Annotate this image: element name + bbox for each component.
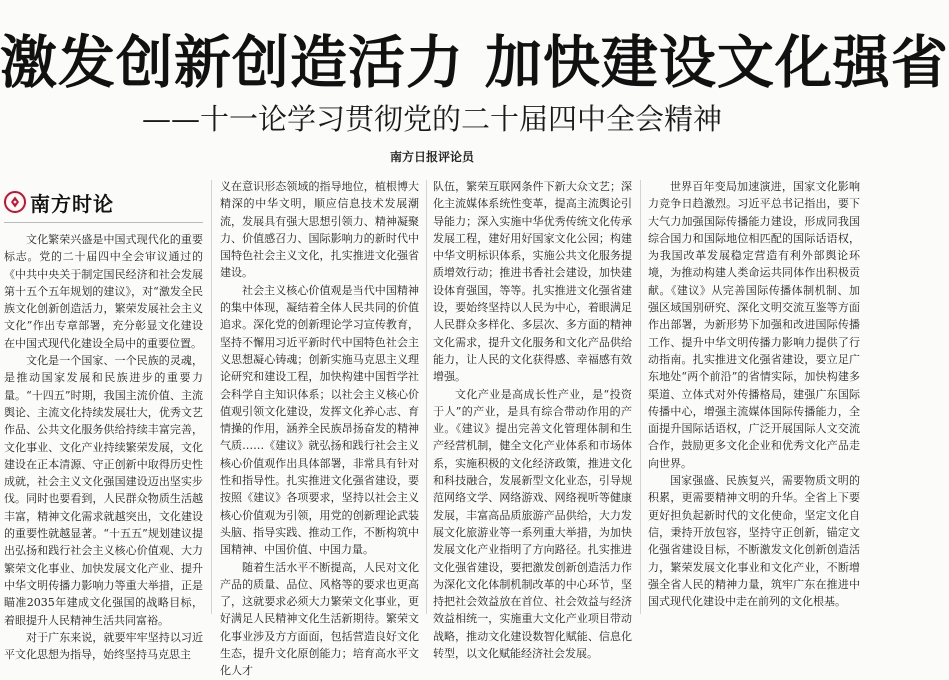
column-divider — [426, 180, 427, 614]
article-column-1 — [4, 231, 203, 662]
paragraph: 国家强盛、民族复兴，需要物质文明的积累，更需要精神文明的升华。全省上下要更好担负起新时代的文化使命，坚定文化自信，秉持开放包容，坚持守正创新，锚定文化强省建设目标，不断激发文化创新创造活力，繁荣发展文化事业和文化产业，不断增强全省人民的精神力量，筑牢广东在推进中国式现代化建设中走在前列的文化根基。 — [648, 474, 860, 609]
article-column-2 — [220, 178, 419, 678]
paragraph: 世界百年变局加速演进，国家文化影响力竞争日趋激烈。习近平总书记指出，要下大气力加强国际传播能力建设，形成同我国综合国力和国际地位相匹配的国际话语权，为我国改革发展稳定营造有利外部舆论环境，为推动构建人类命运共同体作出积极贡献。《建议》从完善国际传播体制机制、加强区域国别研究、深化文明交流互鉴等方面作出部署，为新形势下加强和改进国际传播工作、提升中华文明传播力影响力提供了行动指南。扎实推进文化强省建设，要立足广东地处“两个前沿”的省情实际，加快构建多渠道、立体式对外传播格局，建强广东国际传播中心，增强主流媒体国际传播能力，全面提升国际话语权，广泛开展国际人文交流合作，鼓励更多文化企业和优秀文化产品走向世界。 — [648, 180, 860, 470]
column-label-text: 南方时论 — [30, 191, 114, 216]
headline: 激发创新创造活力 加快建设文化强省 — [0, 30, 949, 96]
paragraph: 义在意识形态领域的指导地位，植根博大精深的中华文明，顺应信息技术发展潮流，发展具有强大思想引领力、精神凝聚力、价值感召力、国际影响力的新时代中国特色社会主义文化，扎实推进文化强省建设。 — [220, 180, 419, 280]
paragraph: 对于广东来说，就要牢牢坚持以习近平文化思想为指导，始终坚持马克思主 — [4, 630, 203, 662]
byline: 南方日报评论员 — [389, 150, 474, 164]
column-divider — [211, 180, 212, 614]
paragraph: 社会主义核心价值观是当代中国精神的集中体现，凝结着全体人民共同的价值追求。深化党的创新理论学习宣传教育，坚持不懈用习近平新时代中国特色社会主义思想凝心铸魂；创新实施马克思主义理论研究和建设工程，加快构建中国哲学社会科学自主知识体系；以社会主义核心价值观引领文化建设，发挥文化养心志、育情操的作用，涵养全民族昂扬奋发的精神气质……《建议》就弘扬和践行社会主义核心价值观作出具体部署，非常具有针对性和指导性。扎实推进文化强省建设，要按照《建议》各项要求，坚持以社会主义核心价值观为引领，用党的创新理论武装头脑、指导实践、推动工作，不断构筑中国精神、中国价值、中国力量。 — [220, 283, 419, 557]
column-label-divider — [4, 222, 203, 223]
paragraph: 文化产业是高成长性产业，是“投资于人”的产业，是具有综合带动作用的产业。《建议》提出完善文化管理体制和生产经营机制，健全文化产业体系和市场体系，实施积极的文化经济政策，推进文化和科技融合，发展新型文化业态，引导规范网络文学、网络游戏、网络视听等健康发展，丰富高品质旅游产品供给，大力发展文化旅游业等一系列重大举措，为加快发展文化产业指明了方向路径。扎实推进文化强省建设，要把激发创新创造活力作为深化文化体制机制改革的中心环节，坚持把社会效益放在首位、社会效益与经济效益相统一，实施重大文化产业项目带动战略，推动文化建设数智化赋能、信息化转型，以文化赋能经济社会发展。 — [433, 387, 632, 661]
column-divider — [640, 180, 641, 614]
paragraph: 文化繁荣兴盛是中国式现代化的重要标志。党的二十届四中全会审议通过的《中共中央关于制定国民经济和社会发展第十五个五年规划的建议》，对“激发全民族文化创新创造活力，繁荣发展社会主义文化”作出专章部署，充分彰显文化建设在中国式现代化建设全局中的重要位置。 — [4, 233, 203, 350]
subtitle: ——十一论学习贯彻党的二十届四中全会精神 — [141, 102, 722, 136]
column-label — [4, 187, 203, 217]
article-column-3 — [433, 178, 632, 661]
pen-nib-glyph — [9, 196, 21, 208]
paragraph: 随着生活水平不断提高，人民对文化产品的质量、品位、风格等的要求也更高了，这就要求必须大力繁荣文化事业，更好满足人民精神文化生活新期待。繁荣文化事业涉及方方面面，包括营造良好文化生态，提升文化原创能力；培育高水平文化人才 — [220, 560, 419, 678]
pen-nib-icon — [4, 191, 26, 213]
article-column-4 — [648, 178, 860, 614]
paragraph: 文化是一个国家、一个民族的灵魂，是推动国家发展和民族进步的重要力量。“十四五”时期，我国主流价值、主流舆论、主流文化持续发展壮大，优秀文艺作品、公共文化服务供给持续丰富完善，文化事业、文化产业持续繁荣发展，文化建设在正本清源、守正创新中取得历史性成就，社会主义文化强国建设迈出坚实步伐。同时也要看到，人民群众物质生活越丰富，精神文化需求就越突出，文化建设的重要性就越显著。“十五五”规划建议提出弘扬和践行社会主义核心价值观、大力繁荣文化事业、加快发展文化产业、提升中华文明传播力影响力等重大举措，正是瞄准2035年建成文化强国的战略目标，着眼提升人民精神生活共同富裕。 — [4, 354, 203, 627]
paragraph: 队伍，繁荣互联网条件下新大众文艺；深化主流媒体系统性变革，提高主流舆论引导能力；深入实施中华优秀传统文化传承发展工程，建好用好国家文化公园；构建中华文明标识体系，实施公共文化服务提质增效行动；推进书香社会建设，加快建设体育强国，等等。扎实推进文化强省建设，要始终坚持以人民为中心，着眼满足人民群众多样化、多层次、多方面的精神文化需求，提升文化服务和文化产品供给能力，让人民的文化获得感、幸福感有效增强。 — [433, 180, 632, 384]
